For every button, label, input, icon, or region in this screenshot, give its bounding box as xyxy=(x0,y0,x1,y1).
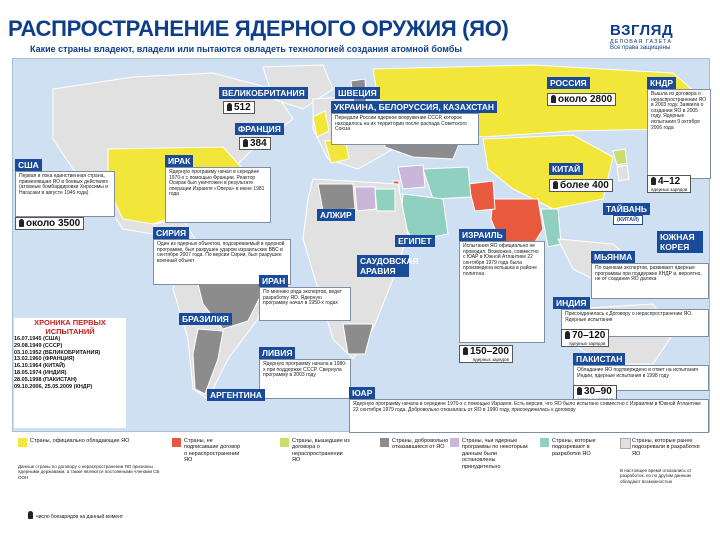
region-egypt xyxy=(375,189,395,211)
chronology-item: 28.05.1998 (ПАКИСТАН) xyxy=(14,376,77,383)
region-algeria xyxy=(318,184,355,211)
count-uk xyxy=(223,101,255,114)
legend-item-nuclear xyxy=(18,438,168,502)
legend-item-withdrawn xyxy=(280,438,350,502)
bomb-icon xyxy=(19,219,24,227)
count-pakistan-value: 30–90 xyxy=(584,386,612,397)
logo-note: Все права защищены xyxy=(610,45,671,51)
chronology-box xyxy=(14,318,126,428)
legend-label: Страны, вышедшие из договора о нераспространении ЯО xyxy=(292,438,350,464)
count-france xyxy=(239,137,271,150)
bomb-icon xyxy=(463,347,468,355)
legend-swatch xyxy=(280,438,289,447)
chronology-item: 13.02.1960 (ФРАНЦИЯ) xyxy=(14,356,75,363)
label-syria: СИРИЯ xyxy=(153,227,189,239)
bomb-icon xyxy=(651,177,656,185)
count-uk-value: 512 xyxy=(234,102,251,113)
region-skorea xyxy=(617,165,629,181)
legend-label: Страны, добровольно отказавшиеся от ЯО xyxy=(392,438,449,451)
bomb-icon xyxy=(227,103,232,111)
count-israel-note: ядерных зарядов xyxy=(472,357,509,362)
chronology-item: 03.10.1952 (ВЕЛИКОБРИТАНИЯ) xyxy=(14,349,101,356)
label-iran: ИРАН xyxy=(259,275,288,287)
legend-swatch xyxy=(620,438,631,449)
label-russia: РОССИЯ xyxy=(547,77,590,89)
count-usa xyxy=(15,217,84,230)
region-pakistan xyxy=(468,181,495,211)
count-israel xyxy=(459,345,513,363)
count-russia xyxy=(547,93,616,106)
page-subtitle: Какие страны владеют, владели или пытаются овладеть технологией создания атомной бомбы xyxy=(30,44,463,54)
label-saudi: САУДОВСКАЯ АРАВИЯ xyxy=(357,255,409,277)
legend-item-renounced xyxy=(380,438,450,502)
count-russia-value: около 2800 xyxy=(558,94,613,105)
note-israel: Испытания ЯО официально не проводил. Возможно, совместно с ЮАР в Южной Атлантике 22 сентября 1979 года была произведена вспышка в районе полигона xyxy=(459,241,545,343)
legend-label: Страны, которые подозревают в разработке ЯО xyxy=(552,438,596,457)
count-india-value: 70–120 xyxy=(572,330,606,341)
region-sar xyxy=(343,324,373,354)
bomb-icon xyxy=(577,387,582,395)
legend-swatch xyxy=(380,438,389,447)
bomb-icon xyxy=(243,139,248,147)
count-india-note: ядерных зарядов xyxy=(569,341,606,346)
note-iran: По мнению ряда экспертов, ведет разработку ЯО. Ядерную программу начал в 1950-х годах xyxy=(259,287,351,321)
legend-label: Страны, не подписавшие договор о нераспространении ЯО xyxy=(184,438,241,464)
legend-item-suspected xyxy=(540,438,610,502)
label-uk: ВЕЛИКОБРИТАНИЯ xyxy=(219,87,308,99)
count-france-value: 384 xyxy=(250,138,267,149)
bomb-legend-text: число боезарядов на данный момент xyxy=(36,514,124,520)
note-sar: Ядерную программу начала в середине 1970-х с помощью Израиля. Есть версия, что ЯО было испытано совместно с Израилем в Южной Атлантике 22 сентября 1979 года. Добровольно отказалась от ЯО в 1990 году, присоединилась к договору xyxy=(349,399,709,433)
chronology-item: 16.10.1964 (КИТАЙ) xyxy=(14,363,65,370)
count-dprk xyxy=(647,175,691,193)
label-israel: ИЗРАИЛЬ xyxy=(459,229,506,241)
label-dprk: КНДР xyxy=(647,77,676,89)
bomb-legend xyxy=(28,511,123,520)
chronology-item: 16.07.1945 (США) xyxy=(14,336,61,342)
region-iraq-syria xyxy=(398,165,425,189)
label-pakistan: ПАКИСТАН xyxy=(573,353,625,365)
bomb-icon xyxy=(565,331,570,339)
label-china: КИТАЙ xyxy=(549,163,583,175)
note-myanmar: По оценкам экспертов, развивает ядерные программы при поддержке КНДР и, вероятно, не от создания ЯО далека xyxy=(591,263,709,299)
label-egypt: ЕГИПЕТ xyxy=(395,235,435,247)
label-brazil: БРАЗИЛИЯ xyxy=(179,313,232,325)
legend-swatch xyxy=(450,438,459,447)
label-algeria: АЛЖИР xyxy=(317,209,355,221)
label-ukr: УКРАИНА, БЕЛОРУССИЯ, КАЗАХСТАН xyxy=(331,101,497,113)
label-iraq: ИРАК xyxy=(165,155,193,167)
legend-label: Страны, официально обладающие ЯО xyxy=(30,438,130,444)
bomb-icon xyxy=(551,95,556,103)
chronology-title: ХРОНИКА ПЕРВЫХ ИСПЫТАНИЙ xyxy=(34,318,106,336)
label-taiwan-sub: (КИТАЙ) xyxy=(613,215,643,225)
count-dprk-value: 4–12 xyxy=(658,176,681,187)
legend xyxy=(12,434,708,518)
label-france: ФРАНЦИЯ xyxy=(235,123,284,135)
note-syria: Один из ядерных объектов, подозреваемый в ядерной программе, был разрушен ударом израильских ВВС в сентябре 2007 года. По версии Сирии, был разрушен военный объект xyxy=(153,239,291,285)
note-iraq: Ядерную программу начал в середине 1970-х с помощью Франции. Реактор Осирак был уничтожен в результате операции Израиля «Опера» в июне 1981 года xyxy=(165,167,271,223)
legend-label: Страны, которые ранее подозревали в разработке ЯО xyxy=(632,438,700,457)
note-usa: Первая и пока единственная страна, применявшая ЯО в боевых действиях (атомные бомбардировки Хиросимы и Нагасаки в августе 1945 года) xyxy=(15,171,115,217)
label-sweden: ШВЕЦИЯ xyxy=(335,87,380,99)
bomb-icon xyxy=(28,511,33,519)
region-china xyxy=(483,135,613,209)
label-libya: ЛИВИЯ xyxy=(259,347,295,359)
note-pakistan: Обладание ЯО подтверждено в ответ на испытания Индии, ядерные испытания в 1998 году xyxy=(573,365,709,391)
legend-item-former xyxy=(620,438,704,502)
count-israel-value: 150–200 xyxy=(470,346,509,357)
count-dprk-note: ядерных зарядов xyxy=(651,187,688,192)
region-libya xyxy=(355,187,376,211)
region-dprk xyxy=(613,149,627,165)
label-skorea: ЮЖНАЯ КОРЕЯ xyxy=(657,231,703,253)
label-myanmar: МЬЯНМА xyxy=(591,251,635,263)
legend-item-stopped xyxy=(450,438,530,502)
chronology-item: 29.08.1949 (СССР) xyxy=(14,342,63,349)
count-india xyxy=(561,329,609,347)
label-sar: ЮАР xyxy=(349,387,375,399)
legend-swatch xyxy=(18,438,27,447)
page-title: РАСПРОСТРАНЕНИЕ ЯДЕРНОГО ОРУЖИЯ (ЯО) xyxy=(8,16,509,41)
publisher-logo xyxy=(610,22,708,60)
legend-swatch xyxy=(172,438,181,447)
count-usa-value: около 3500 xyxy=(26,218,81,229)
legend-item-non-signatories xyxy=(172,438,242,502)
note-dprk: Вышла из договора о нераспространении ЯО в 2003 году. Заявила о создании ЯО в 2005 году. Ядерные испытания 9 октября 2006 года xyxy=(647,89,711,179)
legend-note: В настоящее время отказались от разработок, но по другим данным обладают возможностью xyxy=(620,468,692,484)
legend-label: Страны, чьи ядерные программы по некоторым данным были остановлены принудительно xyxy=(462,438,528,470)
note-ukr: Передали России ядерное вооружение СССР, которое находилось на их территории после распада Советского Союза xyxy=(331,113,479,145)
note-libya: Ядерную программу начала в 1980-х при поддержке СССР. Свернула программу в 2003 году xyxy=(259,359,351,399)
label-india: ИНДИЯ xyxy=(553,297,590,309)
logo-tag: ДЕЛОВАЯ ГАЗЕТА xyxy=(610,39,672,45)
logo-name: ВЗГЛЯД xyxy=(610,22,674,39)
legend-note: Данные страны по договору о нераспространении ЯО признаны ядерными державами, а также являются постоянными членами СБ ООН xyxy=(18,464,160,480)
note-india: Присоединилась к Договору о нераспространении ЯО. Ядерные испытания xyxy=(561,309,709,337)
chronology-item: 18.05.1974 (ИНДИЯ) xyxy=(14,369,67,376)
region-iran xyxy=(423,167,471,199)
chronology-item: 09.10.2006, 25.05.2009 (КНДР) xyxy=(14,383,93,390)
count-china-value: более 400 xyxy=(560,180,609,191)
label-argentina: АРГЕНТИНА xyxy=(207,389,265,401)
label-taiwan: ТАЙВАНЬ xyxy=(603,203,650,215)
count-china xyxy=(549,179,613,192)
label-usa: США xyxy=(15,159,42,171)
legend-swatch xyxy=(540,438,549,447)
bomb-icon xyxy=(553,181,558,189)
